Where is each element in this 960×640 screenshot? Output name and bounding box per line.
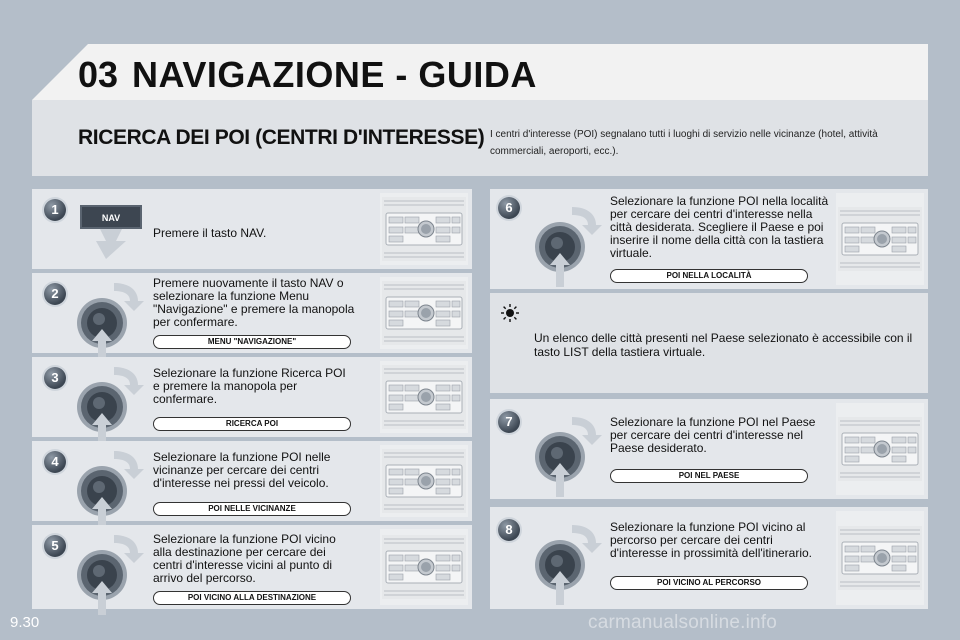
radio-panel-photo xyxy=(836,193,924,285)
rotary-knob-icon xyxy=(530,521,608,610)
step-text: Premere il tasto NAV. xyxy=(153,226,267,240)
page-number: 9.30 xyxy=(10,614,40,631)
step-text: Premere nuovamente il tasto NAV o selezionare la funzione Menu "Navigazione" e premere la manopola per confermare. xyxy=(153,276,355,329)
step-number: 3 xyxy=(44,367,66,389)
section-title: RICERCA DEI POI (CENTRI D'INTERESSE) xyxy=(78,126,485,149)
menu-label: POI NELLA LOCALITÀ xyxy=(610,269,808,283)
tip-box xyxy=(490,293,928,393)
step-8 xyxy=(490,507,928,609)
step-text: Selezionare la funzione POI nella località per cercare dei centri d'interesse nella città desiderata. Scegliere il Paese e poi inserire il nome della città con la tastiera virtuale. xyxy=(610,194,829,260)
step-number: 8 xyxy=(498,519,520,541)
step-text: Selezionare la funzione Ricerca POI e premere la manopola per confermare. xyxy=(153,366,346,406)
rotary-knob-icon xyxy=(530,413,608,502)
step-5 xyxy=(32,525,472,609)
menu-label: POI NELLE VICINANZE xyxy=(153,502,351,516)
step-text: Selezionare la funzione POI nelle vicinanze per cercare dei centri d'interesse nei pressi del veicolo. xyxy=(153,450,331,490)
step-number: 1 xyxy=(44,199,66,221)
step-1 xyxy=(32,189,472,269)
radio-panel-photo xyxy=(380,193,468,265)
menu-label: MENU "NAVIGAZIONE" xyxy=(153,335,351,349)
radio-panel-photo xyxy=(380,277,468,349)
rotary-knob-icon xyxy=(72,363,150,452)
radio-panel-photo xyxy=(380,361,468,433)
rotary-knob-icon xyxy=(72,447,150,536)
step-6 xyxy=(490,189,928,289)
tip-text: Un elenco delle città presenti nel Paese selezionato è accessibile con il tasto LIST della tastiera virtuale. xyxy=(534,331,913,359)
step-text: Selezionare la funzione POI nel Paese per cercare dei centri d'interesse nel Paese desiderato. xyxy=(610,415,816,455)
rotary-knob-icon xyxy=(72,279,150,368)
step-number: 6 xyxy=(498,197,520,219)
radio-panel-photo xyxy=(836,403,924,495)
chapter-number: 03 xyxy=(78,54,119,95)
step-text: Selezionare la funzione POI vicino alla destinazione per cercare dei centri d'interesse vicini al punto di arrivo del percorso. xyxy=(153,532,336,585)
step-text: Selezionare la funzione POI vicino al percorso per cercare dei centri d'interesse in prossimità dell'itinerario. xyxy=(610,520,813,560)
step-number: 5 xyxy=(44,535,66,557)
radio-panel-photo xyxy=(380,529,468,605)
nav-button-icon xyxy=(72,199,152,266)
radio-panel-photo xyxy=(836,511,924,605)
menu-label: RICERCA POI xyxy=(153,417,351,431)
radio-panel-photo xyxy=(380,445,468,517)
watermark: carmanualsonline.info xyxy=(588,612,778,633)
step-3 xyxy=(32,357,472,437)
step-number: 2 xyxy=(44,283,66,305)
page-title: NAVIGAZIONE - GUIDA xyxy=(132,54,537,95)
menu-label: POI VICINO ALLA DESTINAZIONE xyxy=(153,591,351,605)
nav-key-label: NAV xyxy=(101,213,121,223)
step-7 xyxy=(490,399,928,499)
step-2 xyxy=(32,273,472,353)
step-4 xyxy=(32,441,472,521)
rotary-knob-icon xyxy=(530,203,608,292)
intro-text: I centri d'interesse (POI) segnalano tutti i luoghi di servizio nelle vicinanze (hotel, attività commerciali, aeroporti, ecc.). xyxy=(490,129,878,157)
menu-label: POI VICINO AL PERCORSO xyxy=(610,576,808,590)
rotary-knob-icon xyxy=(72,531,150,620)
menu-label: POI NEL PAESE xyxy=(610,469,808,483)
step-number: 4 xyxy=(44,451,66,473)
tip-sun-icon xyxy=(500,303,520,328)
step-number: 7 xyxy=(498,411,520,433)
